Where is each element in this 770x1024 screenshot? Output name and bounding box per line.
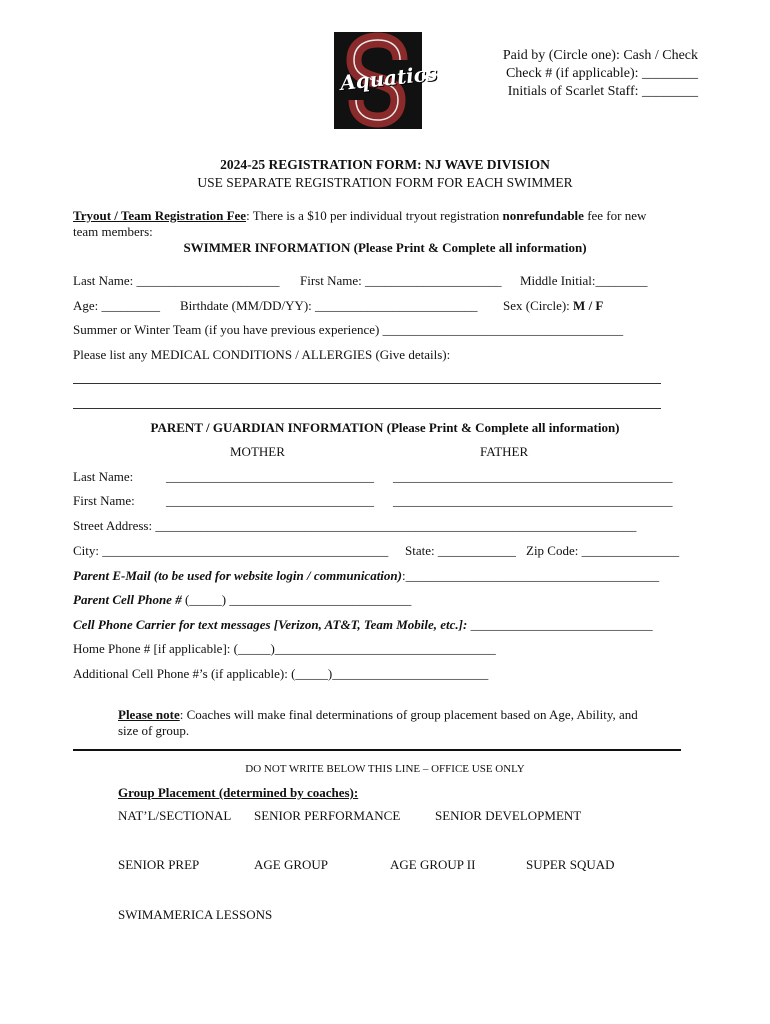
group-swimamerica-lessons[interactable]: SWIMAMERICA LESSONS — [118, 907, 273, 922]
city-field[interactable]: City: ____________________________________________ — [73, 543, 389, 558]
cell-blank[interactable]: (_____) ____________________________ — [181, 592, 412, 607]
group-senior-performance[interactable]: SENIOR PERFORMANCE — [254, 808, 401, 823]
logo-text: Aquatics — [339, 60, 439, 96]
form-title: 2024-25 REGISTRATION FORM: NJ WAVE DIVISION — [220, 157, 550, 172]
carrier-blank[interactable]: ____________________________ — [467, 617, 653, 632]
group-natl-sectional[interactable]: NAT’L/SECTIONAL — [118, 808, 232, 823]
swimmer-sex-field[interactable] — [503, 298, 603, 314]
medical-line-2[interactable] — [73, 408, 661, 409]
swimmer-last-name-field[interactable]: Last Name: ______________________ — [73, 273, 280, 288]
additional-cell-field[interactable]: Additional Cell Phone #’s (if applicable): (_____)________________________ — [73, 666, 489, 681]
parent-first-name-label: First Name: — [73, 493, 135, 508]
group-super-squad[interactable]: SUPER SQUAD — [526, 857, 615, 872]
medical-conditions-label: Please list any MEDICAL CONDITIONS / ALLERGIES (Give details): — [73, 347, 451, 362]
sex-options[interactable]: M / F — [573, 298, 604, 313]
fee-paragraph — [73, 208, 646, 224]
sex-label: Sex (Circle): — [503, 298, 570, 313]
swimmer-age-field[interactable]: Age: _________ — [73, 298, 161, 313]
carrier-field[interactable] — [73, 617, 653, 633]
note-line2: size of group. — [118, 723, 190, 738]
payment-block — [430, 47, 698, 101]
fee-line2: team members: — [73, 224, 153, 239]
mother-column-label: MOTHER — [230, 444, 285, 459]
state-field[interactable]: State: ____________ — [405, 543, 516, 558]
fee-label: Tryout / Team Registration Fee — [73, 208, 247, 223]
street-address-field[interactable]: Street Address: __________________________________________________________________________ — [73, 518, 637, 533]
medical-line-1[interactable] — [73, 383, 661, 384]
previous-team-field[interactable]: Summer or Winter Team (if you have previous experience) _____________________________________ — [73, 322, 624, 337]
father-column-label: FATHER — [480, 444, 529, 459]
parent-email-field[interactable] — [73, 568, 659, 584]
parent-heading: PARENT / GUARDIAN INFORMATION (Please Print & Complete all information) — [150, 420, 620, 435]
note-label: Please note — [118, 707, 180, 722]
email-label: Parent E-Mail (to be used for website login / communication) — [73, 568, 402, 583]
placement-note — [118, 707, 638, 723]
swimmer-heading: SWIMMER INFORMATION (Please Print & Complete all information) — [183, 240, 587, 255]
office-use-only-label: DO NOT WRITE BELOW THIS LINE – OFFICE USE ONLY — [245, 763, 525, 775]
swimmer-middle-initial-field[interactable]: Middle Initial:________ — [520, 273, 648, 288]
check-number-field[interactable]: Check # (if applicable): ________ — [505, 66, 698, 81]
office-divider-line — [73, 749, 681, 751]
mother-first-name-field[interactable]: ________________________________ — [166, 493, 374, 508]
swimmer-birthdate-field[interactable]: Birthdate (MM/DD/YY): _________________________ — [180, 298, 478, 313]
note-text: : Coaches will make final determinations of group placement based on Age, Ability, and — [179, 707, 638, 722]
staff-initials-field[interactable]: Initials of Scarlet Staff: ________ — [507, 84, 698, 99]
form-subtitle: USE SEPARATE REGISTRATION FORM FOR EACH SWIMMER — [197, 175, 573, 190]
mother-last-name-field[interactable]: ________________________________ — [166, 469, 374, 484]
fee-nonrefundable: nonrefundable — [502, 208, 584, 223]
group-age-group-ii[interactable]: AGE GROUP II — [390, 857, 476, 872]
group-age-group[interactable]: AGE GROUP — [254, 857, 329, 872]
parent-last-name-label: Last Name: — [73, 469, 134, 484]
email-blank[interactable]: :_______________________________________ — [401, 568, 660, 583]
paid-by-field[interactable]: Paid by (Circle one): Cash / Check — [502, 48, 698, 63]
group-senior-prep[interactable]: SENIOR PREP — [118, 857, 200, 872]
aquatics-logo — [334, 32, 439, 129]
zip-field[interactable]: Zip Code: _______________ — [526, 543, 680, 558]
carrier-label: Cell Phone Carrier for text messages [Verizon, AT&T, Team Mobile, etc.]: — [73, 617, 468, 632]
father-first-name-field[interactable]: ___________________________________________ — [393, 493, 673, 508]
swimmer-first-name-field[interactable]: First Name: _____________________ — [300, 273, 502, 288]
parent-cell-field[interactable] — [73, 592, 411, 608]
fee-text-b: fee for new — [583, 208, 647, 223]
home-phone-field[interactable]: Home Phone # [if applicable]: (_____)__________________________________ — [73, 641, 496, 656]
group-placement-heading: Group Placement (determined by coaches): — [118, 785, 359, 800]
cell-label: Parent Cell Phone # — [73, 592, 182, 607]
fee-text-a: : There is a $10 per individual tryout registration — [246, 208, 503, 223]
father-last-name-field[interactable]: ___________________________________________ — [393, 469, 673, 484]
group-senior-development[interactable]: SENIOR DEVELOPMENT — [435, 808, 582, 823]
